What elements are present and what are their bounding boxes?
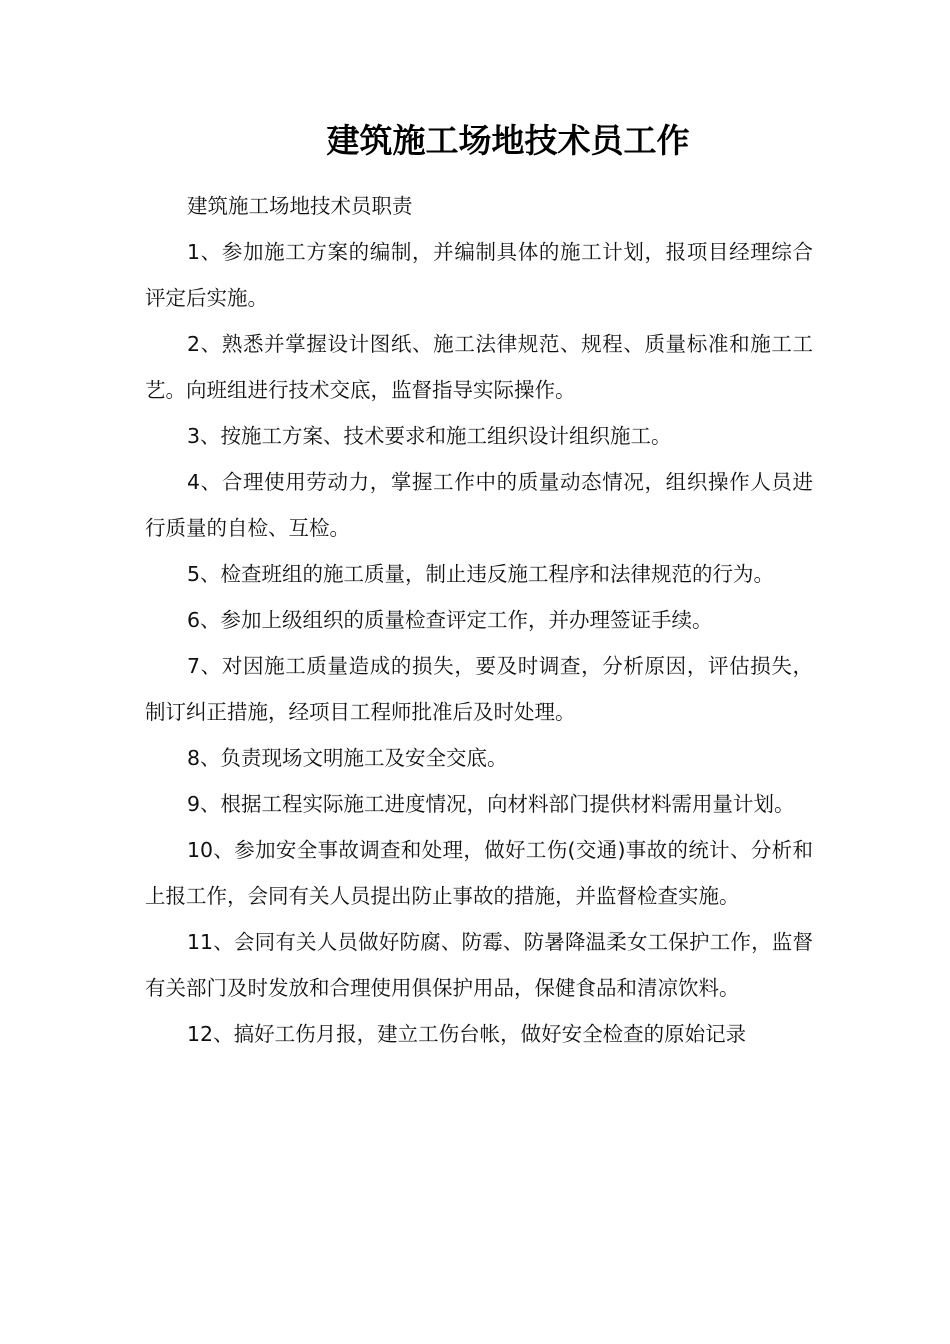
duty-item-10: 10、参加安全事故调查和处理，做好工伤(交通)事故的统计、分析和上报工作，会同有关人员提出防止事故的措施，并监督检查实施。 (145, 838, 813, 908)
duty-item-6: 6、参加上级组织的质量检查评定工作，并办理签证手续。 (187, 608, 713, 632)
duty-item-3: 3、按施工方案、技术要求和施工组织设计组织施工。 (187, 424, 672, 448)
duty-item-8: 8、负责现场文明施工及安全交底。 (187, 746, 508, 770)
duty-item-12: 12、搞好工伤月报，建立工伤台帐，做好安全检查的原始记录 (187, 1022, 747, 1046)
duty-item-7: 7、对因施工质量造成的损失，要及时调查，分析原因，评估损失，制订纠正措施，经项目工程师批准后及时处理。 (145, 654, 813, 724)
document-body (145, 183, 813, 1057)
duty-item-4: 4、合理使用劳动力，掌握工作中的质量动态情况，组织操作人员进行质量的自检、互检。 (145, 470, 813, 540)
duty-item-1: 1、参加施工方案的编制，并编制具体的施工计划，报项目经理综合评定后实施。 (145, 240, 813, 310)
duty-item-9: 9、根据工程实际施工进度情况，向材料部门提供材料需用量计划。 (187, 792, 795, 816)
section-heading: 建筑施工场地技术员职责 (187, 194, 413, 218)
duty-item-11: 11、会同有关人员做好防腐、防霉、防暑降温柔女工保护工作，监督有关部门及时发放和合理使用俱保护用品，保健食品和清凉饮料。 (145, 930, 813, 1000)
duty-item-5: 5、检查班组的施工质量，制止违反施工程序和法律规范的行为。 (187, 562, 775, 586)
duty-item-2: 2、熟悉并掌握设计图纸、施工法律规范、规程、质量标准和施工工艺。向班组进行技术交底，监督指导实际操作。 (145, 332, 813, 402)
document-title: 建筑施工场地技术员工作 (326, 121, 690, 160)
